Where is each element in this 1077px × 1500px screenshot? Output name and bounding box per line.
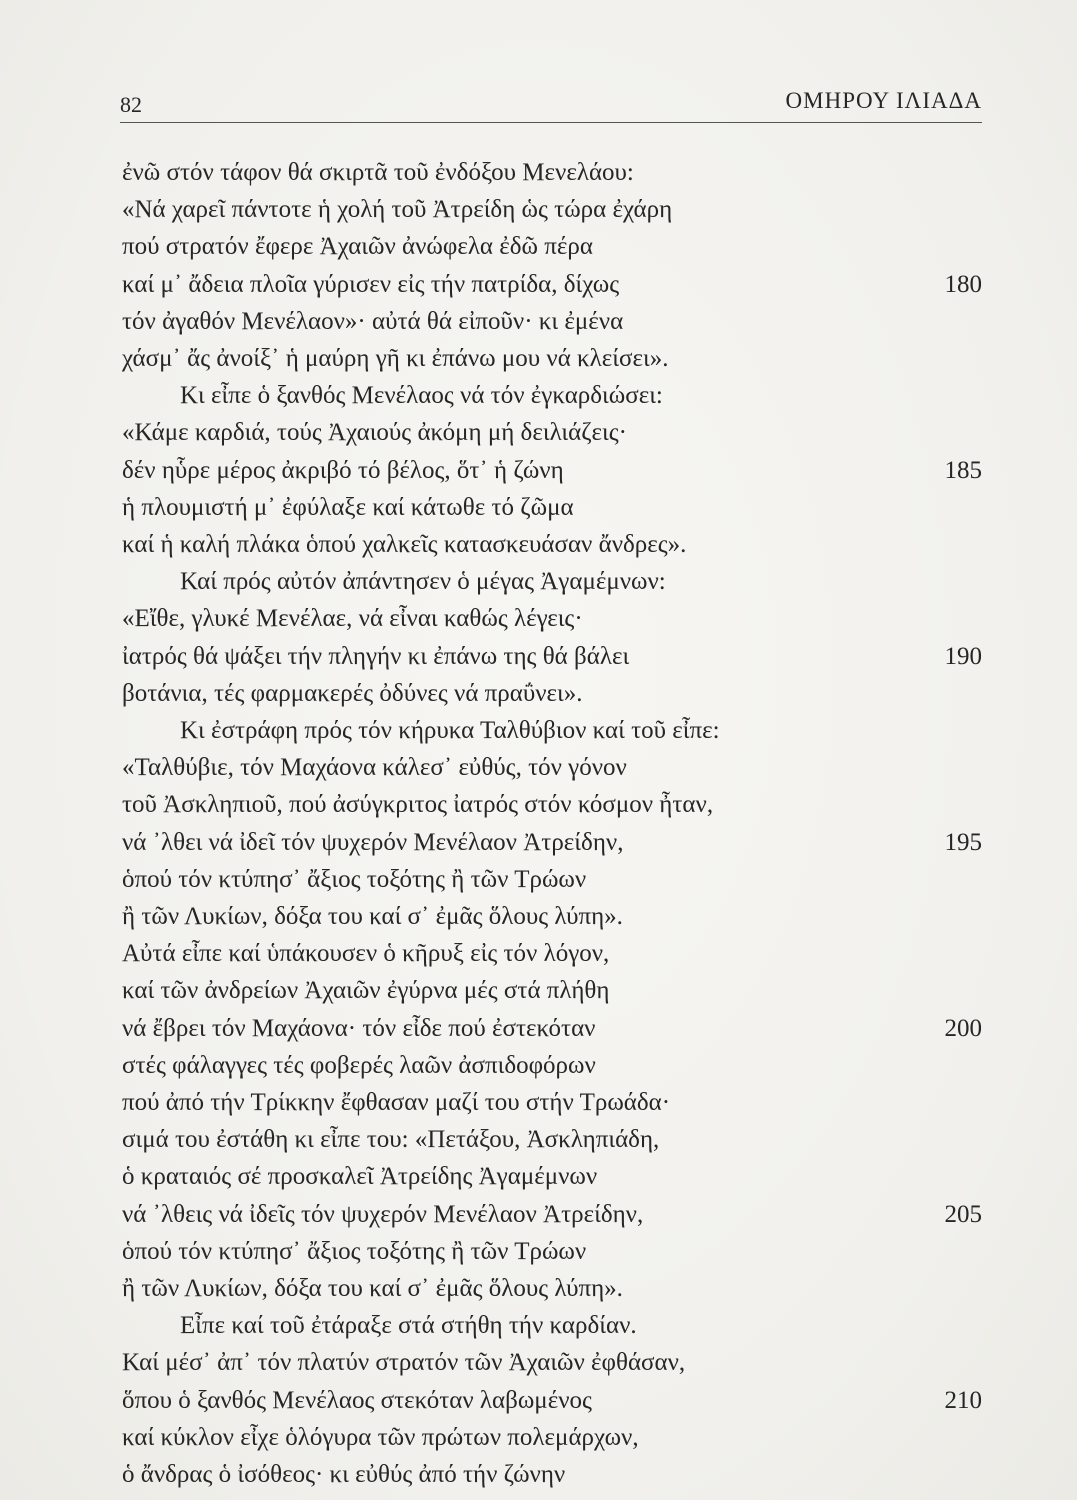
verse-line xyxy=(0,307,1077,345)
verse-text: τόν ἀγαθόν Μενέλαον»· αὐτά θά εἰποῦν· κι ἐμένα xyxy=(122,307,624,335)
verse-text: πού στρατόν ἔφερε Ἀχαιῶν ἀνώφελα ἐδῶ πέρα xyxy=(122,233,593,261)
verse-text: πού ἀπό τήν Τρίκκην ἔφθασαν μαζί του στήν Τρωάδα· xyxy=(122,1089,671,1116)
running-title: ΟΜΗΡΟΥ ΙΛΙΑΔΑ xyxy=(785,88,982,113)
verse-text: νά ᾿λθεις νά ἰδεῖς τόν ψυχερόν Μενέλαον Ἀτρείδην, xyxy=(122,1200,644,1228)
verse-text: ὁπού τόν κτύπησ᾿ ἄξιος τοξότης ἢ τῶν Τρώων xyxy=(122,1237,587,1265)
verse-text: ὁπού τόν κτύπησ᾿ ἄξιος τοξότης ἢ τῶν Τρώων xyxy=(122,865,587,893)
verse-text: Εἶπε καί τοῦ ἐτάραξε στά στήθη τήν καρδίαν. xyxy=(180,1312,637,1340)
verse-line xyxy=(0,976,1077,1014)
verse-line xyxy=(0,418,1077,456)
verse-line xyxy=(0,1162,1077,1200)
line-number: 195 xyxy=(944,828,982,856)
verse-text: καί τῶν ἀνδρείων Ἀχαιῶν ἐγύρνα μές στά πλήθη xyxy=(122,977,610,1005)
verse-text: ὁ ἄνδρας ὁ ἰσόθεος· κι εὐθύς ἀπό τήν ζώνην xyxy=(122,1461,566,1488)
verse-text: ἰατρός θά ψάξει τήν πληγήν κι ἐπάνω της θά βάλει xyxy=(122,642,630,670)
verse-text: σιμά του ἐστάθη κι εἶπε του: «Πετάξου, Ἀσκληπιάδη, xyxy=(122,1126,660,1154)
line-number: 185 xyxy=(944,456,982,484)
verse-line xyxy=(0,1348,1077,1386)
verse-line xyxy=(0,158,1077,196)
line-number: 205 xyxy=(944,1200,982,1228)
verse-text: στές φάλαγγες τές φοβερές λαῶν ἀσπιδοφόρων xyxy=(122,1051,596,1079)
verse-line xyxy=(0,1311,1077,1349)
line-number: 210 xyxy=(944,1386,982,1414)
verse-text: Αὐτά εἶπε καί ὑπάκουσεν ὁ κῆρυξ εἰς τόν λόγον, xyxy=(122,940,610,968)
verse-text: ἢ τῶν Λυκίων, δόξα του καί σ᾿ ἐμᾶς ὅλους λύπη». xyxy=(122,1275,623,1302)
verse-line xyxy=(0,790,1077,828)
verse-text: καί ἡ καλή πλάκα ὁπού χαλκεῖς κατασκευάσαν ἄνδρες». xyxy=(122,531,687,558)
verse-line xyxy=(0,753,1077,791)
verse-line xyxy=(0,679,1077,717)
verse-line xyxy=(0,493,1077,531)
verse-text: ὁ κραταιός σέ προσκαλεῖ Ἀτρείδης Ἀγαμέμνων xyxy=(122,1163,598,1191)
verse-text: καί μ᾿ ἄδεια πλοῖα γύρισεν εἰς τήν πατρίδα, δίχως xyxy=(122,270,620,298)
verse-line xyxy=(0,865,1077,903)
page-number: 82 xyxy=(120,92,142,117)
verse-text: «Νά χαρεῖ πάντοτε ἡ χολή τοῦ Ἀτρείδη ὡς τώρα ἐχάρη xyxy=(122,196,673,224)
line-number: 190 xyxy=(944,642,982,670)
verse-text: χάσμ᾿ ἄς ἀνοίξ᾿ ἡ μαύρη γῆ κι ἐπάνω μου νά κλείσει». xyxy=(122,345,669,372)
verse-line xyxy=(0,344,1077,382)
verse-line xyxy=(0,1274,1077,1312)
verse-text: καί κύκλον εἶχε ὁλόγυρα τῶν πρώτων πολεμάρχων, xyxy=(122,1423,639,1451)
verse-line xyxy=(0,1237,1077,1275)
verse-text: νά ᾿λθει νά ἰδεῖ τόν ψυχερόν Μενέλαον Ἀτρείδην, xyxy=(122,828,624,856)
verse-text: ἡ πλουμιστή μ᾿ ἐφύλαξε καί κάτωθε τό ζῶμα xyxy=(122,493,574,521)
verse-text: Καί μέσ᾿ ἀπ᾿ τόν πλατύν στρατόν τῶν Ἀχαιῶν ἐφθάσαν, xyxy=(122,1349,686,1377)
verse-line xyxy=(0,828,1077,866)
line-number: 200 xyxy=(944,1014,982,1042)
verse-text: τοῦ Ἀσκληπιοῦ, πού ἀσύγκριτος ἰατρός στόν κόσμον ἦταν, xyxy=(122,791,714,819)
verse-text: Κι ἐστράφη πρός τόν κήρυκα Ταλθύβιον καί τοῦ εἶπε: xyxy=(180,717,720,744)
verse-line xyxy=(0,232,1077,270)
verse-line xyxy=(0,270,1077,308)
verse-line xyxy=(0,642,1077,680)
verse-text: ἐνῶ στόν τάφον θά σκιρτᾶ τοῦ ἐνδόξου Μενελάου: xyxy=(122,159,634,186)
verse-line xyxy=(0,381,1077,419)
verse-line xyxy=(0,716,1077,754)
verse-text: «Ταλθύβιε, τόν Μαχάονα κάλεσ᾿ εὐθύς, τόν γόνον xyxy=(122,754,627,782)
verse-line xyxy=(0,530,1077,568)
line-number: 180 xyxy=(944,270,982,298)
verse-text: νά ἔβρει τόν Μαχάονα· τόν εἶδε πού ἐστεκόταν xyxy=(122,1014,596,1042)
verse-line xyxy=(0,195,1077,233)
verse-text: «Εἴθε, γλυκέ Μενέλαε, νά εἶναι καθώς λέγεις· xyxy=(122,605,583,633)
verse-line xyxy=(0,939,1077,977)
verse-line xyxy=(0,604,1077,642)
verse-text: βοτάνια, τές φαρμακερές ὀδύνες νά πραΰνει». xyxy=(122,679,583,707)
verse-text: δέν ηὗρε μέρος ἀκριβό τό βέλος, ὅτ᾿ ἡ ζώνη xyxy=(122,456,564,484)
verse-text: Καί πρός αὐτόν ἀπάντησεν ὁ μέγας Ἀγαμέμνων: xyxy=(180,568,666,596)
verse-text: ἢ τῶν Λυκίων, δόξα του καί σ᾿ ἐμᾶς ὅλους λύπη». xyxy=(122,903,623,930)
verse-text: ὅπου ὁ ξανθός Μενέλαος στεκόταν λαβωμένος xyxy=(122,1386,592,1414)
verse-line xyxy=(0,1088,1077,1126)
verse-line xyxy=(0,1014,1077,1052)
verse-line xyxy=(0,456,1077,494)
verse-text: «Κάμε καρδιά, τούς Ἀχαιούς ἀκόμη μή δειλιάζεις· xyxy=(122,419,628,447)
verse-text: Κι εἶπε ὁ ξανθός Μενέλαος νά τόν ἐγκαρδιώσει: xyxy=(180,382,663,410)
verse-line xyxy=(0,1125,1077,1163)
verse-line xyxy=(0,1460,1077,1498)
verse-line xyxy=(0,1423,1077,1461)
verse-line xyxy=(0,1386,1077,1424)
verse-line xyxy=(0,567,1077,605)
verse-line xyxy=(0,902,1077,940)
verse-line xyxy=(0,1051,1077,1089)
verse-line xyxy=(0,1200,1077,1238)
